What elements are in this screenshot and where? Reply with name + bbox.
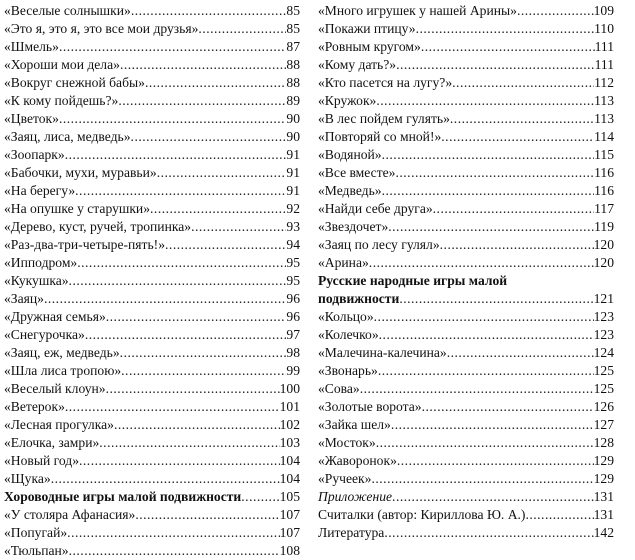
toc-entry-title: «Ручеек» <box>318 471 372 486</box>
toc-entry-title: «Дерево, куст, ручей, тропинка» <box>4 219 192 234</box>
toc-entry-page: 111 <box>594 39 614 54</box>
toc-entry-page: 115 <box>594 147 614 162</box>
leader-dots <box>241 488 279 506</box>
toc-entry-page: 105 <box>279 489 300 504</box>
leader-dots <box>395 164 594 182</box>
toc-entry-title: «Арина» <box>318 255 369 270</box>
leader-dots <box>69 542 280 560</box>
toc-entry-title: «Хороши мои дела» <box>4 57 120 72</box>
toc-entry-title: «Звонарь» <box>318 363 378 378</box>
toc-entry-page: 91 <box>286 165 300 180</box>
toc-entry-page: 100 <box>279 381 300 396</box>
leader-dots <box>106 308 287 326</box>
toc-entry-page: 104 <box>279 471 300 486</box>
toc-entry <box>318 506 614 524</box>
toc-entry <box>318 92 614 110</box>
toc-entry <box>318 452 614 470</box>
toc-entry-title: «Шла лиса тропою» <box>4 363 122 378</box>
toc-entry-title: «На опушке у старушки» <box>4 201 151 216</box>
toc-entry-page: 107 <box>279 507 300 522</box>
toc-entry-page: 99 <box>286 363 300 378</box>
toc-entry <box>4 434 300 452</box>
toc-entry-page: 95 <box>286 255 300 270</box>
leader-dots <box>59 38 286 56</box>
toc-entry-page: 94 <box>286 237 300 252</box>
toc-right-bottom-list <box>318 308 614 542</box>
leader-dots <box>391 416 594 434</box>
leader-dots <box>452 74 594 92</box>
leader-dots <box>416 20 595 38</box>
leader-dots <box>525 506 593 524</box>
leader-dots <box>450 110 594 128</box>
toc-entry-title: «Лесная прогулка» <box>4 417 114 432</box>
toc-entry-title: «Мосток» <box>318 435 376 450</box>
leader-dots <box>384 524 593 542</box>
toc-entry-page: 126 <box>593 399 614 414</box>
toc-entry-page: 120 <box>593 255 614 270</box>
leader-dots <box>131 2 287 20</box>
toc-entry-page: 142 <box>593 525 614 540</box>
section-heading-title: подвижности <box>318 291 400 306</box>
toc-entry <box>4 308 300 326</box>
toc-entry-page: 103 <box>279 435 300 450</box>
leader-dots <box>517 2 594 20</box>
toc-entry <box>318 416 614 434</box>
toc-entry-title: «Веселый клоун» <box>4 381 106 396</box>
toc-entry-page: 109 <box>593 3 614 18</box>
toc-entry <box>4 524 300 542</box>
toc-entry-page: 89 <box>286 93 300 108</box>
toc-entry-page: 112 <box>594 75 614 90</box>
toc-entry-page: 128 <box>593 435 614 450</box>
toc-entry <box>4 398 300 416</box>
toc-entry-title: «Звездочет» <box>318 219 389 234</box>
toc-entry <box>4 56 300 74</box>
toc-entry-title: «Снегурочка» <box>4 327 85 342</box>
leader-dots <box>422 398 594 416</box>
toc-entry <box>318 56 614 74</box>
toc-entry-title: «Колечко» <box>318 327 379 342</box>
toc-entry-title: «Золотые ворота» <box>318 399 422 414</box>
toc-entry <box>4 272 300 290</box>
toc-entry <box>318 128 614 146</box>
toc-entry <box>318 380 614 398</box>
toc-entry-title: «Заяц» <box>4 291 44 306</box>
leader-dots <box>79 452 280 470</box>
toc-entry-title: «К кому пойдешь?» <box>4 93 119 108</box>
leader-dots <box>392 488 594 506</box>
toc-entry-title: «Тюльпан» <box>4 543 69 558</box>
toc-entry-page: 95 <box>286 273 300 288</box>
leader-dots <box>374 308 594 326</box>
section-heading-line1: Русские народные игры малой <box>318 273 508 288</box>
leader-dots <box>121 362 286 380</box>
toc-entry-page: 116 <box>594 183 614 198</box>
toc-entry-page: 116 <box>594 165 614 180</box>
leader-dots <box>120 344 287 362</box>
toc-entry-page: 91 <box>286 147 300 162</box>
toc-entry <box>4 326 300 344</box>
toc-entry <box>4 38 300 56</box>
leader-dots <box>440 236 594 254</box>
toc-entry <box>318 20 614 38</box>
leader-dots <box>65 398 280 416</box>
leader-dots <box>441 128 594 146</box>
leader-dots <box>59 110 286 128</box>
toc-entry-title: «Раз-два-три-четыре-пять!» <box>4 237 166 252</box>
toc-entry <box>4 470 300 488</box>
toc-entry-title: «Цветок» <box>4 111 59 126</box>
toc-entry <box>4 218 300 236</box>
toc-entry <box>4 2 300 20</box>
toc-entry-page: 87 <box>286 39 300 54</box>
leader-dots <box>399 290 593 308</box>
toc-entry-title: «Повторяй со мной!» <box>318 129 442 144</box>
toc-entry-title: Считалки (автор: Кириллова Ю. А.) <box>318 507 526 522</box>
toc-entry <box>4 362 300 380</box>
toc-entry <box>318 38 614 56</box>
toc-entry-title: «Это я, это я, это все мои друзья» <box>4 21 199 36</box>
leader-dots <box>118 92 286 110</box>
toc-entry <box>4 416 300 434</box>
leader-dots <box>77 254 286 272</box>
toc-entry-title: «Кто пасется на лугу?» <box>318 75 453 90</box>
toc-entry <box>4 506 300 524</box>
toc-right-column <box>318 2 614 542</box>
toc-entry-page: 88 <box>286 57 300 72</box>
toc-entry-title: «Малечина-калечина» <box>318 345 447 360</box>
toc-entry-page: 101 <box>279 399 300 414</box>
toc-entry-page: 125 <box>593 363 614 378</box>
toc-entry-title: Хороводные игры малой подвижности <box>4 489 242 504</box>
leader-dots <box>191 218 286 236</box>
leader-dots <box>106 380 280 398</box>
leader-dots <box>120 56 286 74</box>
toc-entry-page: 104 <box>279 453 300 468</box>
leader-dots <box>397 452 594 470</box>
toc-entry <box>318 488 614 506</box>
leader-dots <box>165 236 286 254</box>
toc-entry-title: «У столяра Афанасия» <box>4 507 136 522</box>
toc-entry <box>318 2 614 20</box>
leader-dots <box>67 524 279 542</box>
leader-dots <box>379 326 594 344</box>
leader-dots <box>145 74 286 92</box>
toc-entry-title: «Шмель» <box>4 39 59 54</box>
toc-entry <box>4 542 300 560</box>
toc-entry-page: 93 <box>286 219 300 234</box>
toc-entry-page: 107 <box>279 525 300 540</box>
toc-entry-title: «Ветерок» <box>4 399 65 414</box>
toc-entry-title: «Кружок» <box>318 93 377 108</box>
leader-dots <box>99 434 279 452</box>
toc-entry-title: Литература <box>318 525 385 540</box>
toc-left-column <box>4 2 300 560</box>
toc-entry <box>318 146 614 164</box>
toc-entry <box>4 74 300 92</box>
leader-dots <box>69 272 287 290</box>
toc-entry <box>4 164 300 182</box>
toc-entry-page: 129 <box>593 471 614 486</box>
leader-dots <box>382 146 595 164</box>
toc-entry-page: 96 <box>286 309 300 324</box>
toc-entry-title: «Зоопарк» <box>4 147 65 162</box>
toc-entry-title: «Зайка шел» <box>318 417 391 432</box>
toc-entry-page: 111 <box>594 57 614 72</box>
toc-entry-title: «Кому дать?» <box>318 57 397 72</box>
toc-entry <box>318 362 614 380</box>
toc-entry-page: 97 <box>286 327 300 342</box>
leader-dots <box>396 56 595 74</box>
leader-dots <box>44 290 286 308</box>
toc-entry-title: «Заяц, лиса, медведь» <box>4 129 131 144</box>
leader-dots <box>135 506 279 524</box>
leader-dots <box>421 38 595 56</box>
toc-entry-title: «Вокруг снежной бабы» <box>4 75 145 90</box>
toc-entry-page: 131 <box>593 489 614 504</box>
toc-entry-page: 113 <box>594 111 614 126</box>
leader-dots <box>51 470 280 488</box>
toc-entry-page: 123 <box>593 327 614 342</box>
toc-entry <box>4 254 300 272</box>
toc-entry <box>318 236 614 254</box>
leader-dots <box>376 434 594 452</box>
toc-entry-page: 114 <box>594 129 614 144</box>
toc-entry-title: «Заяц, еж, медведь» <box>4 345 120 360</box>
toc-entry-page: 90 <box>286 129 300 144</box>
toc-entry-title: «Ипподром» <box>4 255 78 270</box>
toc-entry-title: «Заяц по лесу гулял» <box>318 237 440 252</box>
toc-entry-page: 96 <box>286 291 300 306</box>
toc-entry-title: «Сова» <box>318 381 360 396</box>
toc-entry-page: 124 <box>593 345 614 360</box>
toc-entry-title: «Попугай» <box>4 525 68 540</box>
toc-entry-page: 85 <box>286 21 300 36</box>
leader-dots <box>388 218 594 236</box>
toc-entry-title: Приложение <box>318 489 393 504</box>
toc-entry-page: 119 <box>594 219 614 234</box>
toc-entry <box>4 236 300 254</box>
toc-entry-title: «Кукушка» <box>4 273 69 288</box>
toc-entry <box>318 218 614 236</box>
toc-entry <box>318 326 614 344</box>
toc-entry <box>318 74 614 92</box>
toc-entry-page: 108 <box>279 543 300 558</box>
toc-entry-title: «Веселые солнышки» <box>4 3 131 18</box>
toc-entry-title: «Щука» <box>4 471 51 486</box>
toc-entry <box>318 110 614 128</box>
leader-dots <box>433 200 594 218</box>
toc-entry-title: «Ровным кругом» <box>318 39 421 54</box>
toc-entry <box>4 380 300 398</box>
toc-entry <box>4 110 300 128</box>
toc-entry-page: 113 <box>594 93 614 108</box>
toc-entry <box>318 524 614 542</box>
toc-entry <box>4 182 300 200</box>
leader-dots <box>114 416 280 434</box>
toc-entry <box>4 20 300 38</box>
leader-dots <box>75 182 286 200</box>
toc-entry-title: «Бабочки, мухи, муравьи» <box>4 165 157 180</box>
toc-entry-page: 131 <box>593 507 614 522</box>
toc-entry-title: «Жаворонок» <box>318 453 397 468</box>
toc-entry <box>318 254 614 272</box>
toc-entry <box>4 452 300 470</box>
toc-entry <box>4 128 300 146</box>
toc-entry-page: 102 <box>279 417 300 432</box>
toc-entry-page: 127 <box>593 417 614 432</box>
toc-entry <box>318 344 614 362</box>
toc-entry-title: «Все вместе» <box>318 165 396 180</box>
toc-entry <box>318 164 614 182</box>
toc-entry <box>318 308 614 326</box>
toc-entry-title: «Елочка, замри» <box>4 435 100 450</box>
toc-entry-page: 120 <box>593 237 614 252</box>
toc-entry <box>318 200 614 218</box>
leader-dots <box>131 128 287 146</box>
leader-dots <box>371 470 593 488</box>
leader-dots <box>369 254 594 272</box>
toc-entry <box>4 146 300 164</box>
section-heading-line2 <box>318 290 614 308</box>
toc-entry <box>318 470 614 488</box>
leader-dots <box>360 380 594 398</box>
toc-entry-page: 129 <box>593 453 614 468</box>
leader-dots <box>376 92 594 110</box>
leader-dots <box>198 20 286 38</box>
toc-entry <box>318 398 614 416</box>
toc-entry-page: 88 <box>286 75 300 90</box>
section-heading-page: 121 <box>593 291 614 306</box>
toc-entry-title: «Дружная семья» <box>4 309 106 324</box>
leader-dots <box>447 344 594 362</box>
toc-entry-page: 110 <box>594 21 614 36</box>
toc-entry-page: 125 <box>593 381 614 396</box>
toc-entry <box>4 488 300 506</box>
toc-entry-page: 91 <box>286 183 300 198</box>
toc-entry-title: «Покажи птицу» <box>318 21 416 36</box>
toc-entry-page: 98 <box>286 345 300 360</box>
toc-entry-title: «Новый год» <box>4 453 79 468</box>
toc-right-top-list <box>318 2 614 272</box>
toc-entry-title: «Водяной» <box>318 147 382 162</box>
toc-entry <box>4 344 300 362</box>
toc-entry <box>4 92 300 110</box>
leader-dots <box>150 200 286 218</box>
toc-entry <box>4 290 300 308</box>
toc-entry <box>318 434 614 452</box>
toc-entry-title: «Найди себе друга» <box>318 201 433 216</box>
toc-entry-page: 90 <box>286 111 300 126</box>
toc-entry <box>4 200 300 218</box>
leader-dots <box>382 182 595 200</box>
toc-entry-title: «Кольцо» <box>318 309 374 324</box>
toc-entry-title: «На берегу» <box>4 183 76 198</box>
leader-dots <box>65 146 287 164</box>
leader-dots <box>157 164 287 182</box>
toc-entry-page: 85 <box>286 3 300 18</box>
toc-entry-page: 123 <box>593 309 614 324</box>
toc-entry-page: 117 <box>594 201 614 216</box>
leader-dots <box>85 326 287 344</box>
toc-entry-page: 92 <box>286 201 300 216</box>
toc-entry-title: «В лес пойдем гулять» <box>318 111 450 126</box>
toc-entry-title: «Медведь» <box>318 183 382 198</box>
toc-entry-title: «Много игрушек у нашей Арины» <box>318 3 517 18</box>
leader-dots <box>378 362 594 380</box>
toc-entry <box>318 182 614 200</box>
